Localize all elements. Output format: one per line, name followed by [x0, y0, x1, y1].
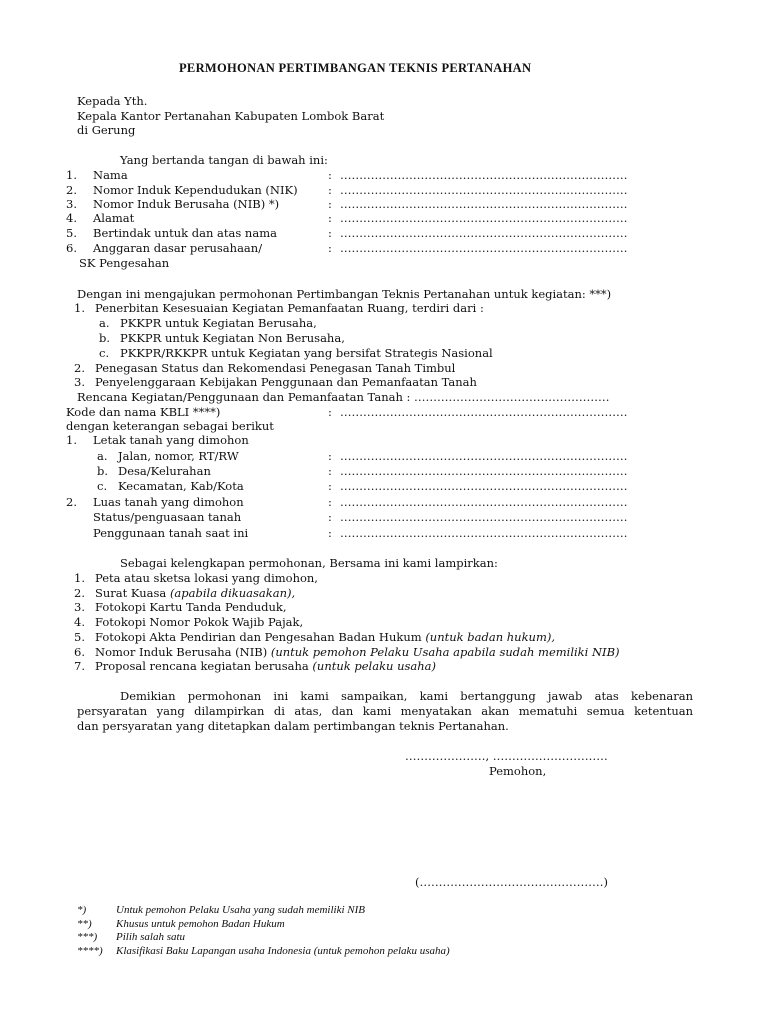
intro-text: Yang bertanda tangan di bawah ini: [120, 153, 328, 167]
identity-colon: : [328, 168, 332, 182]
attachment-number: 7. [74, 659, 85, 673]
identity-colon: : [328, 226, 332, 240]
attachment-note: (untuk pelaku usaha) [312, 659, 437, 673]
request-item-kkpr: Penerbitan Kesesuaian Kegiatan Pemanfaatan Ruang, terdiri dari : [95, 301, 484, 315]
identity-value-dots: ………………………………………………………………… [340, 241, 628, 255]
identity-value-dots: ………………………………………………………………… [340, 226, 628, 240]
identity-value-dots: ………………………………………………………………… [340, 183, 628, 197]
attachment-number: 5. [74, 630, 85, 644]
attachment-item: Peta atau sketsa lokasi yang dimohon, [95, 571, 318, 585]
kbli-label: Kode dan nama KBLI ****) [66, 405, 221, 419]
location-value-dots: ………………………………………………………………… [340, 495, 628, 509]
location-colon: : [328, 464, 332, 478]
identity-number: 3. [66, 197, 77, 211]
location-kecamatan: Kecamatan, Kab/Kota [118, 479, 244, 493]
identity-label-atas-nama: Bertindak untuk dan atas nama [93, 226, 277, 240]
location-value-dots: ………………………………………………………………… [340, 449, 628, 463]
identity-label-alamat: Alamat [93, 211, 135, 225]
request-intro: Dengan ini mengajukan permohonan Pertimbangan Teknis Pertanahan untuk kegiatan: ***) [77, 287, 612, 301]
request-item-kebijakan: Penyelenggaraan Kebijakan Penggunaan dan Pemanfaatan Tanah [95, 375, 477, 389]
footnote-text: Pilih salah satu [116, 931, 186, 943]
signature-place-date: …………………, ………………………… [405, 749, 608, 763]
identity-number: 4. [66, 211, 77, 225]
location-letak-tanah: Letak tanah yang dimohon [93, 433, 249, 447]
rencana-kegiatan-line: Rencana Kegiatan/Penggunaan dan Pemanfaatan Tanah : …………………………………………… [77, 390, 610, 404]
identity-colon: : [328, 183, 332, 197]
attachment-number: 1. [74, 571, 85, 585]
location-value-dots: ………………………………………………………………… [340, 464, 628, 478]
location-item-number: 2. [66, 495, 77, 509]
addressee-greeting: Kepada Yth. [77, 94, 148, 108]
addressee-location: di Gerung [77, 123, 136, 137]
attachment-number: 6. [74, 645, 85, 659]
location-colon: : [328, 510, 332, 524]
attachment-item: Proposal rencana kegiatan berusaha (untuk pelaku usaha) [95, 659, 437, 673]
identity-value-dots: ………………………………………………………………… [340, 168, 628, 182]
attachment-item: Surat Kuasa (apabila dikuasakan), [95, 586, 296, 600]
location-value-dots: ………………………………………………………………… [340, 479, 628, 493]
request-item-number: 1. [74, 301, 85, 315]
kbli-colon: : [328, 405, 332, 419]
identity-number: 2. [66, 183, 77, 197]
identity-label-nama: Nama [93, 168, 128, 182]
location-sub-letter: a. [97, 449, 108, 463]
signature-role: Pemohon, [489, 764, 547, 778]
attachments-intro: Sebagai kelengkapan permohonan, Bersama ini kami lampirkan: [120, 556, 498, 570]
kbli-value-dots: ………………………………………………………………… [340, 405, 628, 419]
location-colon: : [328, 526, 332, 540]
location-sub-letter: c. [97, 479, 108, 493]
identity-label-continuation: SK Pengesahan [79, 256, 170, 270]
request-subitem-letter: c. [99, 346, 110, 360]
request-item-penegasan: Penegasan Status dan Rekomendasi Penegasan Tanah Timbul [95, 361, 456, 375]
footnote-mark: ***) [77, 931, 98, 943]
location-status-penguasaan: Status/penguasaan tanah [93, 510, 242, 524]
footnote-mark: *) [77, 904, 87, 916]
attachment-item: Fotokopi Kartu Tanda Penduduk, [95, 600, 287, 614]
location-penggunaan-tanah: Penggunaan tanah saat ini [93, 526, 249, 540]
closing-line-2: persyaratan yang dilampirkan di atas, dan kami menyatakan akan mematuhi semua ketentuan [77, 704, 693, 718]
signature-name-placeholder: (…………………………………………) [415, 875, 608, 889]
request-subitem-non-berusaha: PKKPR untuk Kegiatan Non Berusaha, [120, 331, 345, 345]
identity-colon: : [328, 241, 332, 255]
identity-value-dots: ………………………………………………………………… [340, 211, 628, 225]
request-item-number: 3. [74, 375, 85, 389]
location-value-dots: ………………………………………………………………… [340, 526, 628, 540]
attachment-note: (untuk badan hukum), [425, 630, 555, 644]
closing-line-3: dan persyaratan yang ditetapkan dalam pertimbangan teknis Pertanahan. [77, 719, 509, 733]
request-item-number: 2. [74, 361, 85, 375]
identity-number: 5. [66, 226, 77, 240]
identity-number: 6. [66, 241, 77, 255]
attachment-note: (untuk pemohon Pelaku Usaha apabila sudah memiliki NIB) [270, 645, 620, 659]
request-subitem-berusaha: PKKPR untuk Kegiatan Berusaha, [120, 316, 317, 330]
addressee-office: Kepala Kantor Pertanahan Kabupaten Lombok Barat [77, 109, 385, 123]
location-jalan: Jalan, nomor, RT/RW [118, 449, 239, 463]
request-subitem-strategis: PKKPR/RKKPR untuk Kegiatan yang bersifat Strategis Nasional [120, 346, 493, 360]
identity-label-nib: Nomor Induk Berusaha (NIB) *) [93, 197, 280, 211]
footnote-text: Untuk pemohon Pelaku Usaha yang sudah memiliki NIB [116, 904, 365, 916]
attachment-number: 4. [74, 615, 85, 629]
footnote-text: Khusus untuk pemohon Badan Hukum [116, 918, 285, 930]
keterangan-text: dengan keterangan sebagai berikut [66, 419, 274, 433]
attachment-item: Nomor Induk Berusaha (NIB) (untuk pemohon Pelaku Usaha apabila sudah memiliki NIB) [95, 645, 620, 659]
location-item-number: 1. [66, 433, 77, 447]
attachment-item: Fotokopi Nomor Pokok Wajib Pajak, [95, 615, 304, 629]
location-colon: : [328, 449, 332, 463]
attachment-number: 2. [74, 586, 85, 600]
identity-number: 1. [66, 168, 77, 182]
identity-label-anggaran-dasar: Anggaran dasar perusahaan/ [93, 241, 263, 255]
identity-colon: : [328, 197, 332, 211]
location-colon: : [328, 495, 332, 509]
footnote-mark: ****) [77, 945, 103, 957]
location-value-dots: ………………………………………………………………… [340, 510, 628, 524]
page-title: PERMOHONAN PERTIMBANGAN TEKNIS PERTANAHAN [179, 61, 532, 75]
request-subitem-letter: b. [99, 331, 111, 345]
footnote-mark: **) [77, 918, 92, 930]
identity-value-dots: ………………………………………………………………… [340, 197, 628, 211]
location-luas-tanah: Luas tanah yang dimohon [93, 495, 244, 509]
attachment-note: (apabila dikuasakan), [169, 586, 296, 600]
location-desa: Desa/Kelurahan [118, 464, 211, 478]
attachment-item: Fotokopi Akta Pendirian dan Pengesahan Badan Hukum (untuk badan hukum), [95, 630, 555, 644]
attachment-number: 3. [74, 600, 85, 614]
footnote-text: Klasifikasi Baku Lapangan usaha Indonesia (untuk pemohon pelaku usaha) [116, 945, 450, 957]
location-colon: : [328, 479, 332, 493]
closing-line-1: Demikian permohonan ini kami sampaikan, kami bertanggung jawab atas kebenaran [120, 689, 693, 703]
request-subitem-letter: a. [99, 316, 110, 330]
identity-label-nik: Nomor Induk Kependudukan (NIK) [93, 183, 298, 197]
location-sub-letter: b. [97, 464, 109, 478]
identity-colon: : [328, 211, 332, 225]
